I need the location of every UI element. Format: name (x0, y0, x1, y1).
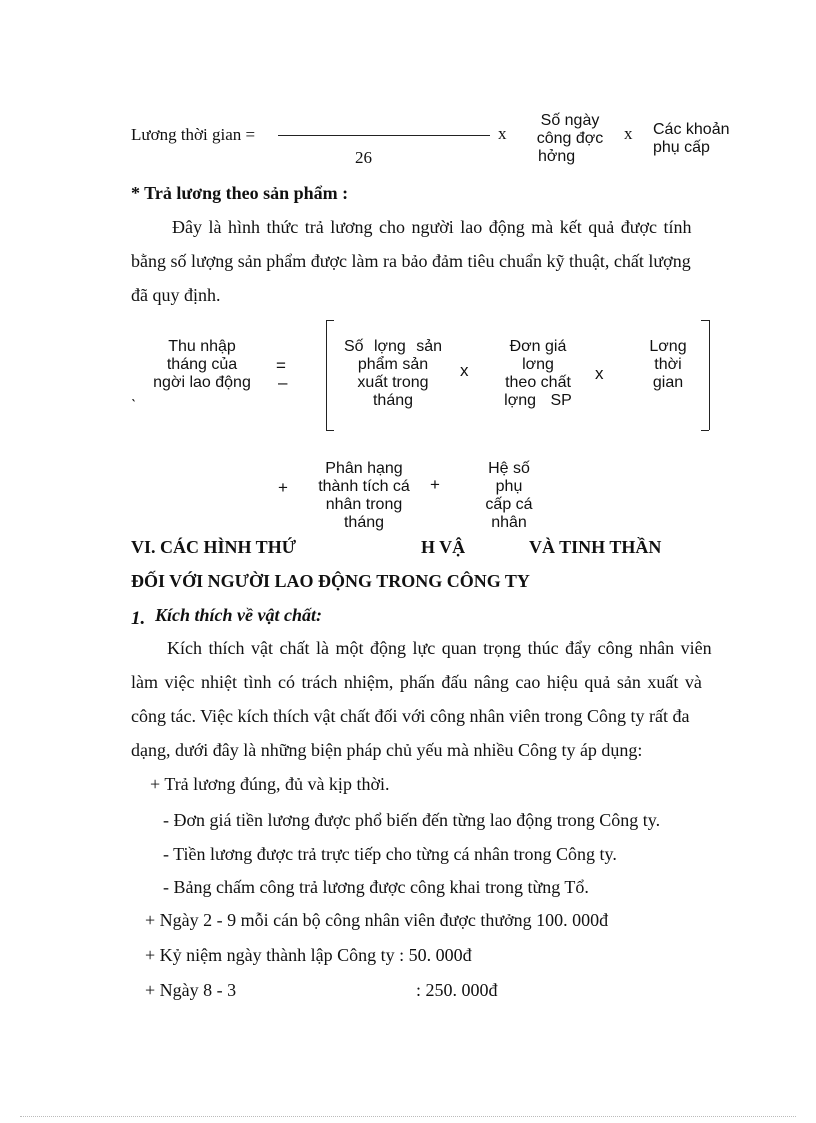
term-line: Đơn giá (509, 338, 567, 355)
right-bracket-bottom (701, 430, 709, 431)
formula2-equals: = (276, 356, 286, 375)
section-heading-piece-rate: * Trả lương theo sản phẩm : (131, 183, 349, 203)
left-bracket-top (326, 320, 334, 321)
factor-line: Số ngày (540, 112, 600, 129)
page-bottom-rule (20, 1116, 796, 1117)
formula1-multiply-2: x (624, 124, 633, 143)
term-line: tháng (372, 392, 414, 409)
formula1-factor-days (530, 112, 610, 166)
term-line: tháng (343, 514, 385, 531)
formula2-dash: – (278, 373, 288, 392)
bullet-item-label: + Ngày 8 - 3 (145, 980, 237, 1000)
paragraph-line: bằng số lượng sản phẩm được làm ra bảo đảm tiêu chuẩn kỹ thuật, chất lượng (131, 251, 691, 271)
factor-line: phụ cấp (653, 139, 710, 156)
left-bracket (326, 320, 327, 430)
formula2-multiply-2: x (595, 364, 604, 383)
formula1-multiply-1: x (498, 124, 507, 143)
formula2-multiply-1: x (460, 361, 469, 380)
fraction-bar (278, 135, 490, 136)
bullet-item: + Ngày 2 - 9 mỗi cán bộ công nhân viên được thưởng 100. 000đ (145, 910, 609, 930)
formula2-term-quantity (338, 338, 448, 410)
factor-line: hởng (538, 148, 576, 165)
section-6-title-part-1: VI. CÁC HÌNH THỨ (131, 537, 297, 557)
paragraph-line: Đây là hình thức trả lương cho người lao động mà kết quả được tính (172, 217, 692, 237)
dash-item: - Bảng chấm công trả lương được công khai trong từng Tổ. (163, 877, 589, 897)
formula2-term-ranking (310, 460, 418, 532)
term-line: phẩm sản (357, 356, 429, 373)
factor-line: công đợc (536, 130, 604, 147)
formula2-lhs (140, 338, 264, 392)
paragraph-line: đã quy định. (131, 285, 221, 305)
term-line: Số lợng sản (343, 338, 443, 355)
term-line: tháng của (166, 356, 238, 373)
right-bracket-top (701, 320, 709, 321)
bullet-item-value: : 250. 000đ (416, 980, 498, 1000)
formula2-plus-1: + (278, 478, 288, 497)
term-line: Lơng (649, 338, 687, 355)
term-line: nhân trong (325, 496, 403, 513)
term-line: lơng (522, 356, 554, 373)
paragraph-line: công tác. Việc kích thích vật chất đối với công nhân viên trong Công ty rất đa (131, 706, 690, 726)
formula2-term-coefficient (474, 460, 544, 532)
term-line: Thu nhập (168, 338, 236, 355)
term-line: ngời lao động (153, 374, 251, 391)
paragraph-line: dạng, dưới đây là những biện pháp chủ yếu mà nhiều Công ty áp dụng: (131, 740, 643, 760)
term-line: cấp cá (485, 496, 533, 513)
formula2-tick-mark: ˎ (131, 383, 137, 402)
formula1-denominator: 26 (355, 148, 372, 167)
term-line: thành tích cá (318, 478, 410, 495)
formula1-factor-allowance (653, 121, 730, 157)
section-6-title-part-2: H VẬ (421, 537, 466, 557)
subsection-title: Kích thích về vật chất: (155, 605, 322, 625)
formula2-term-unit-price (490, 338, 586, 410)
dash-item: - Đơn giá tiền lương được phổ biến đến từng lao động trong Công ty. (163, 810, 661, 830)
bullet-item: + Kỷ niệm ngày thành lập Công ty : 50. 000đ (145, 945, 472, 965)
formula1-label: Lương thời gian = (131, 125, 256, 144)
section-6-title-part-3: VÀ TINH THẦN (529, 537, 662, 557)
term-line: xuất trong (357, 374, 429, 391)
term-line: Hệ số (488, 460, 530, 477)
term-line: gian (652, 374, 684, 391)
term-line: thời (654, 356, 682, 373)
left-bracket-bottom (326, 430, 334, 431)
term-line: theo chất (505, 374, 571, 391)
paragraph-line: làm việc nhiệt tình có trách nhiệm, phấn đấu nâng cao hiệu quả sản xuất và (131, 672, 702, 692)
formula2-plus-2: + (430, 475, 440, 494)
subsection-number: 1. (131, 608, 146, 629)
factor-line: Các khoản (653, 121, 730, 138)
term-line: Phân hạng (325, 460, 403, 477)
formula2-term-time-wage (640, 338, 696, 392)
dash-item: - Tiền lương được trả trực tiếp cho từng cá nhân trong Công ty. (163, 844, 617, 864)
paragraph-line: Kích thích vật chất là một động lực quan trọng thúc đẩy công nhân viên (167, 638, 712, 658)
term-line: phụ (495, 478, 523, 495)
term-line: nhân (491, 514, 527, 531)
right-bracket (709, 320, 710, 430)
bullet-item: + Trả lương đúng, đủ và kịp thời. (150, 774, 390, 794)
section-6-title-line-2: ĐỐI VỚI NGƯỜI LAO ĐỘNG TRONG CÔNG TY (131, 571, 530, 591)
term-line: lợng SP (504, 392, 572, 409)
